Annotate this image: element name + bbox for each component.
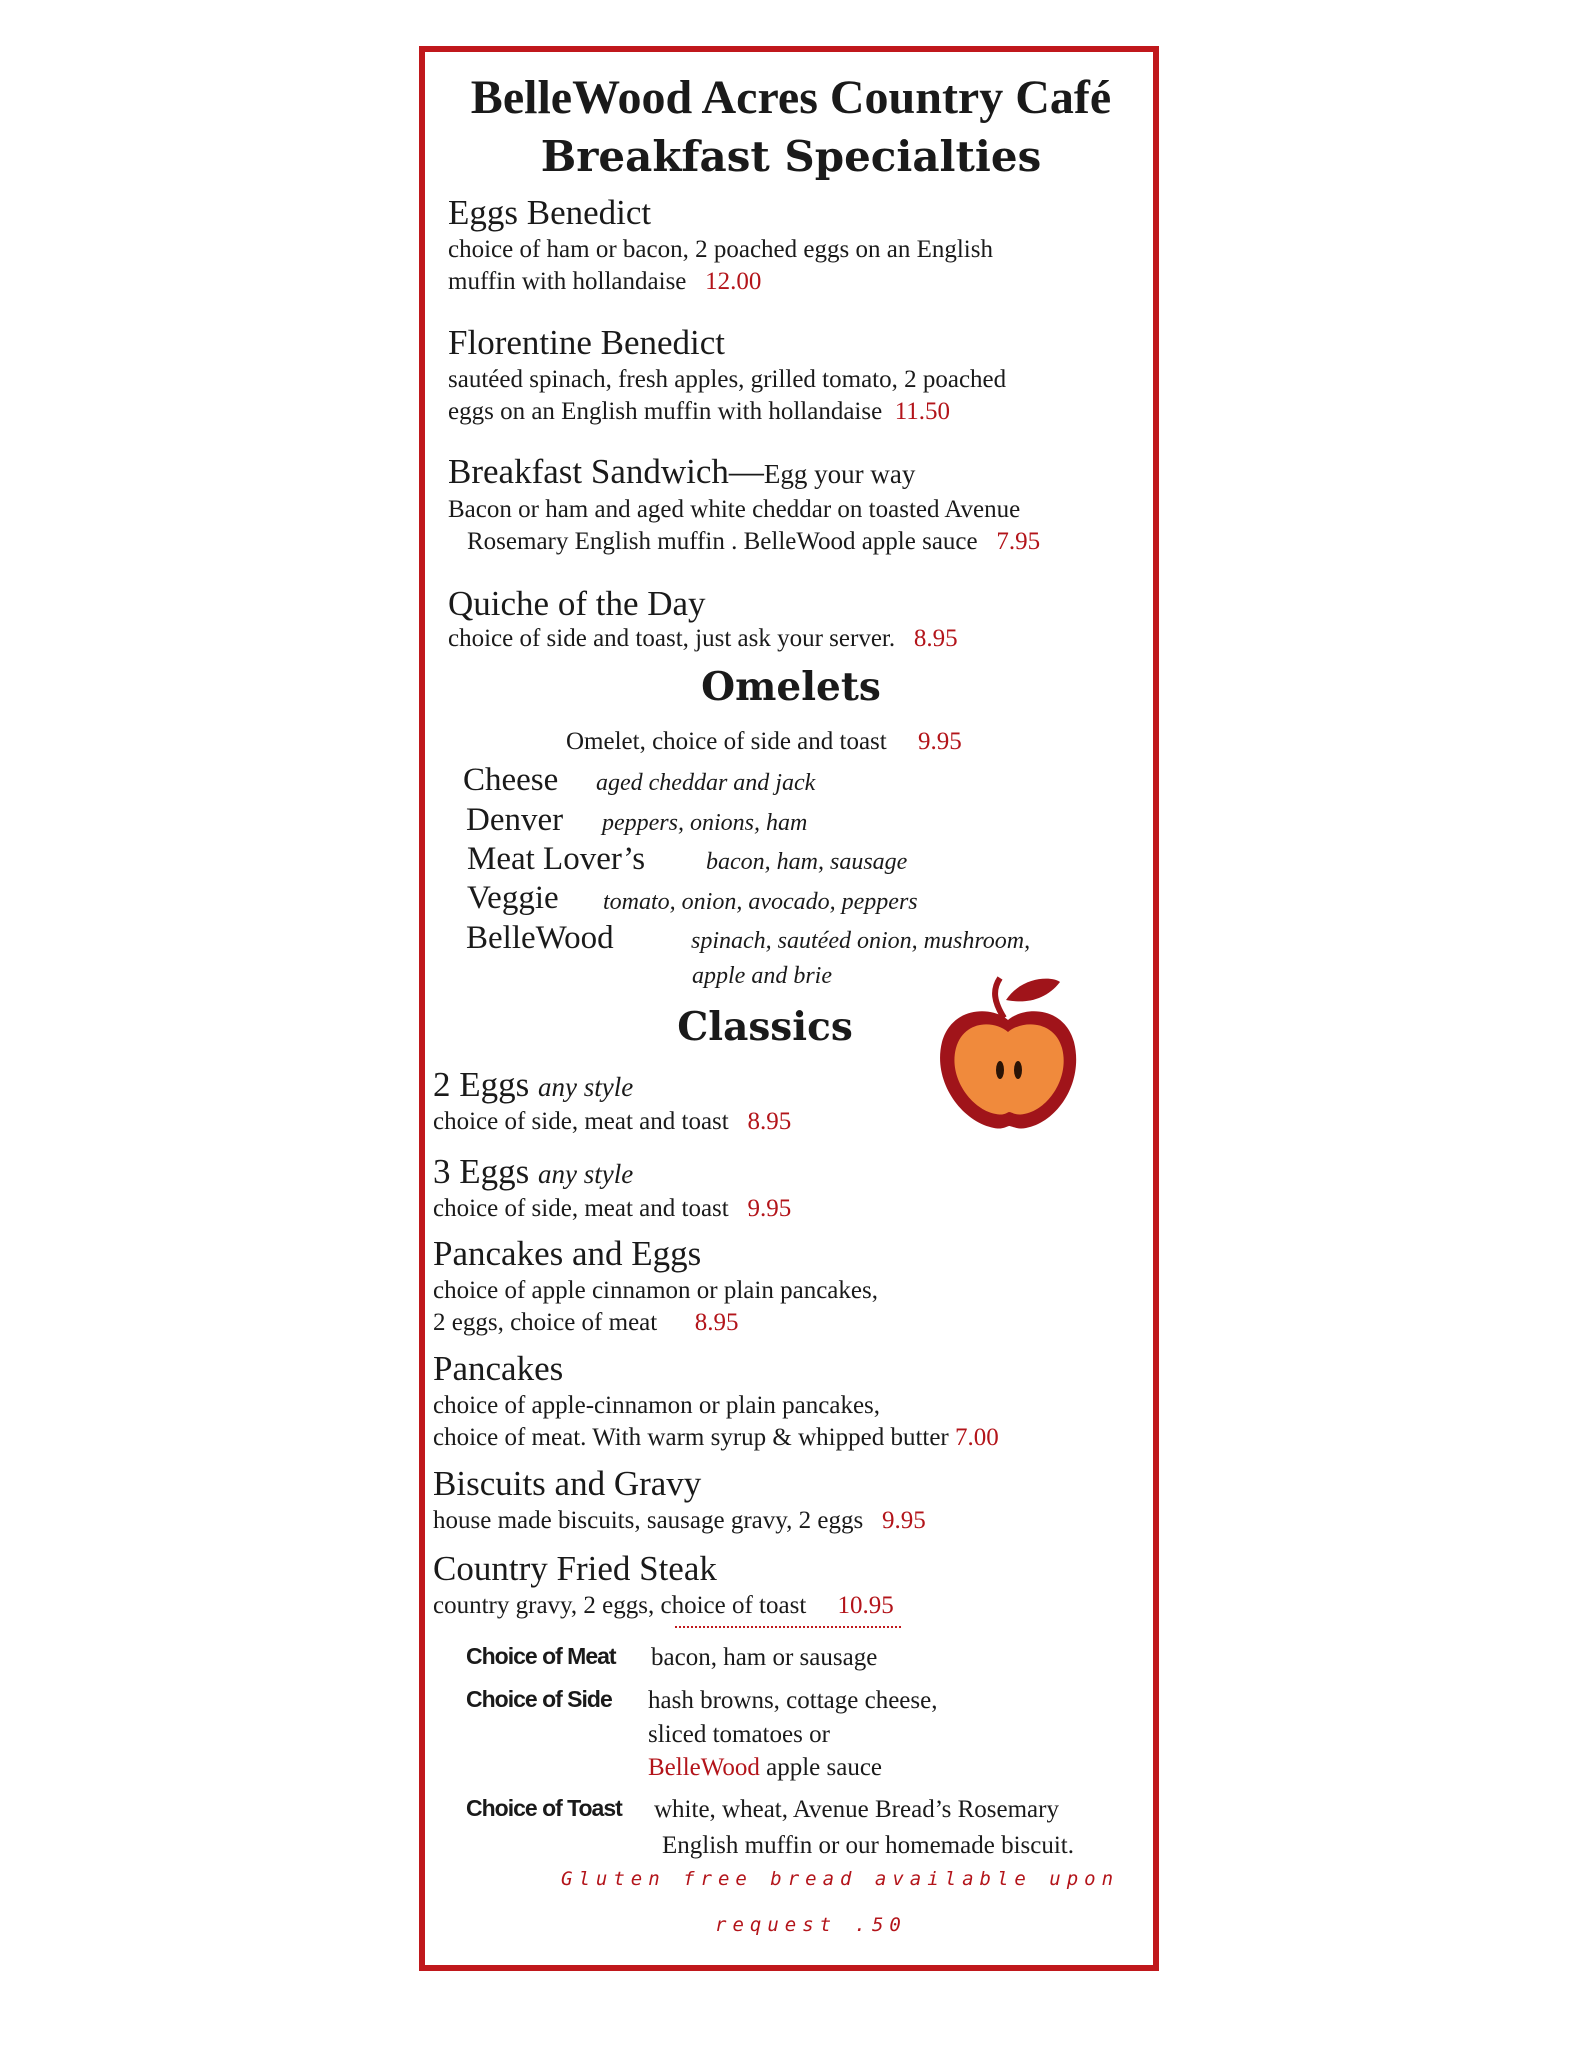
omelet-desc: bacon, ham, sausage xyxy=(706,849,908,875)
choice-side-text: BelleWood apple sauce xyxy=(648,1754,883,1781)
item-desc: choice of ham or bacon, 2 poached eggs on an English xyxy=(448,236,993,263)
section-title-classics: Classics xyxy=(677,1004,853,1050)
item-desc-line2: eggs on an English muffin with hollandaise 11.50 xyxy=(448,398,951,425)
omelet-intro: Omelet, choice of side and toast 9.95 xyxy=(566,728,962,755)
item-desc-line2: Rosemary English muffin . BelleWood apple sauce 7.95 xyxy=(467,528,1041,555)
item-desc-line2: 2 eggs, choice of meat 8.95 xyxy=(433,1309,739,1336)
item-price: 12.00 xyxy=(705,268,762,295)
gluten-free-note-line2: request .50 xyxy=(715,1914,907,1936)
item-name: Biscuits and Gravy xyxy=(433,1464,702,1503)
item-desc-line2: muffin with hollandaise 12.00 xyxy=(448,268,762,295)
omelet-name: Cheese xyxy=(463,762,559,798)
item-desc-line2: choice of meat. With warm syrup & whipped butter 7.00 xyxy=(433,1424,999,1451)
item-desc: Bacon or ham and aged white cheddar on toasted Avenue xyxy=(448,496,1021,523)
item-desc: choice of side, meat and toast 8.95 xyxy=(433,1108,792,1135)
omelet-desc: peppers, onions, ham xyxy=(602,810,808,836)
item-desc: country gravy, 2 eggs, choice of toast 10.95 xyxy=(433,1592,894,1619)
item-name: Country Fried Steak xyxy=(433,1549,717,1588)
item-price: 8.95 xyxy=(694,1309,739,1336)
item-price: 11.50 xyxy=(894,398,951,425)
item-name: Quiche of the Day xyxy=(448,584,706,623)
item-name: Pancakes and Eggs xyxy=(433,1234,702,1273)
choice-side-label: Choice of Side xyxy=(466,1686,612,1712)
choice-side-text: hash browns, cottage cheese, xyxy=(648,1687,938,1714)
item-name: 2 Eggs any style xyxy=(433,1065,634,1104)
item-name: Florentine Benedict xyxy=(448,323,726,362)
item-desc: house made biscuits, sausage gravy, 2 eggs 9.95 xyxy=(433,1507,926,1534)
choice-toast-text: English muffin or our homemade biscuit. xyxy=(662,1832,1074,1859)
item-price: 7.00 xyxy=(955,1424,999,1451)
item-desc: sautéed spinach, fresh apples, grilled tomato, 2 poached xyxy=(448,366,1007,393)
cafe-title: BelleWood Acres Country Café xyxy=(470,71,1112,124)
item-price: 9.95 xyxy=(881,1507,926,1534)
choice-toast-label: Choice of Toast xyxy=(466,1795,622,1821)
choice-meat-text: bacon, ham or sausage xyxy=(651,1644,878,1671)
item-name: 3 Eggs any style xyxy=(433,1152,634,1191)
omelet-name: Denver xyxy=(466,802,564,838)
omelet-desc-line2: apple and brie xyxy=(692,963,832,989)
item-desc: choice of side, meat and toast 9.95 xyxy=(433,1195,792,1222)
item-desc: choice of side and toast, just ask your server. 8.95 xyxy=(448,625,958,652)
choice-side-text: sliced tomatoes or xyxy=(648,1721,830,1748)
item-price: 10.95 xyxy=(837,1592,894,1619)
gluten-free-note: Gluten free bread available upon xyxy=(561,1868,1120,1890)
item-desc: choice of apple cinnamon or plain pancakes, xyxy=(433,1277,878,1304)
item-price: 7.95 xyxy=(996,528,1041,555)
omelet-desc: aged cheddar and jack xyxy=(596,770,816,796)
section-title-omelets: Omelets xyxy=(701,664,881,710)
item-name: Eggs Benedict xyxy=(448,193,652,232)
omelet-desc: tomato, onion, avocado, peppers xyxy=(603,889,918,915)
omelet-name: Meat Lover’s xyxy=(467,841,646,877)
omelet-name: BelleWood xyxy=(466,920,614,956)
item-name: Breakfast Sandwich—Egg your way xyxy=(448,452,916,491)
item-desc: choice of apple-cinnamon or plain pancakes, xyxy=(433,1392,881,1419)
section-title-specialties: Breakfast Specialties xyxy=(540,132,1042,181)
item-name: Pancakes xyxy=(433,1349,564,1388)
item-price: 8.95 xyxy=(747,1108,792,1135)
dotted-divider xyxy=(675,1626,901,1628)
omelet-price: 9.95 xyxy=(917,728,962,755)
apple-half-icon xyxy=(934,972,1084,1132)
choice-meat-label: Choice of Meat xyxy=(466,1643,616,1669)
item-price: 9.95 xyxy=(747,1195,792,1222)
choice-toast-text: white, wheat, Avenue Bread’s Rosemary xyxy=(654,1796,1059,1823)
item-price: 8.95 xyxy=(913,625,958,652)
omelet-name: Veggie xyxy=(467,880,559,916)
omelet-desc: spinach, sautéed onion, mushroom, xyxy=(691,928,1031,954)
